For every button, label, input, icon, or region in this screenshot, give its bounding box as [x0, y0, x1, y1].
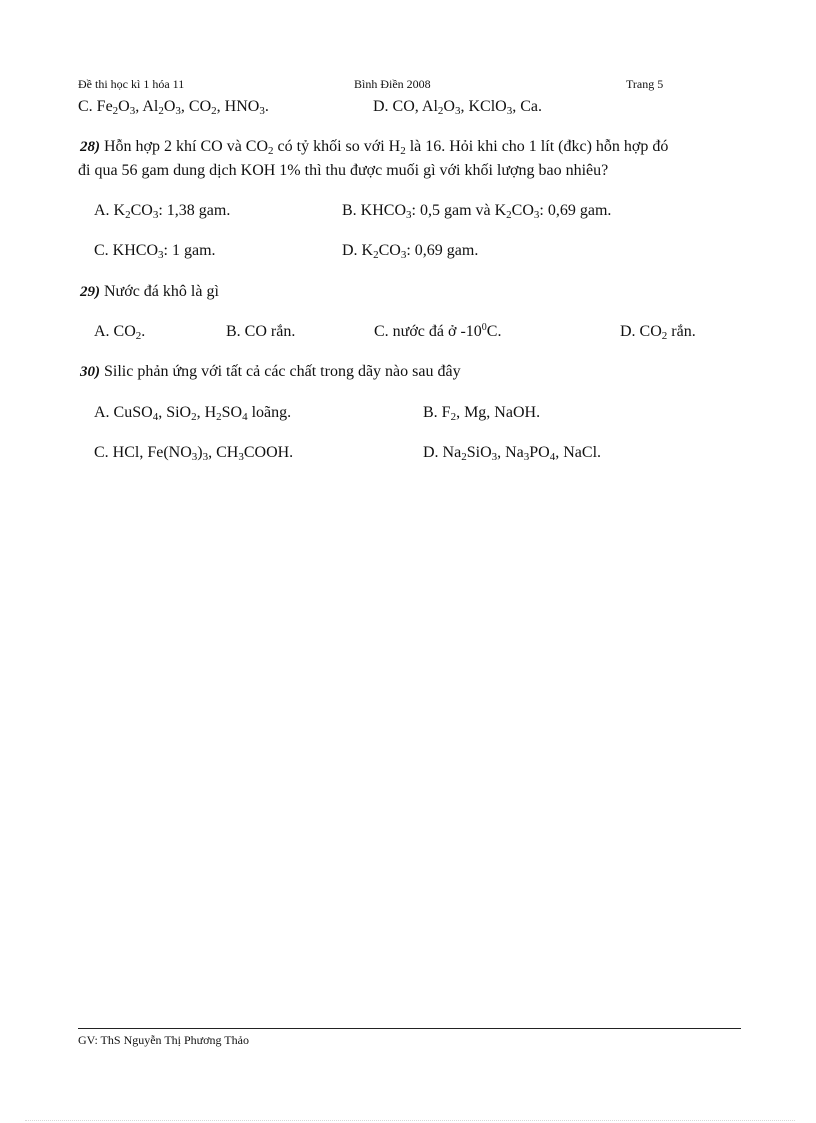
- header-left: Đề thi học kì 1 hóa 11: [78, 77, 185, 91]
- question-text: Hỗn hợp 2 khí CO và $CO_2$ có tỷ khối so với $H_2$ là 16. Hỏi khi cho 1 lít (đkc) hỗn hợp đó: [104, 138, 669, 157]
- question-number: 28): [80, 139, 100, 155]
- prev-option-c: C. $Fe_2O_3$, $Al_2O_3$, $CO_2$, $HNO_3$.: [78, 98, 269, 117]
- question-30: [80, 362, 461, 382]
- footer-teacher: GV: ThS Nguyễn Thị Phương Thảo: [78, 1033, 249, 1047]
- header-center: Bình Điền 2008: [354, 77, 431, 91]
- q30-option-b: B. $F_2$, Mg, NaOH.: [423, 404, 541, 423]
- q29-option-c: C. nước đá ở $-10^0C$.: [374, 322, 502, 340]
- q28-option-a: A. $K_2CO_3$: 1,38 gam.: [94, 202, 231, 221]
- prev-option-d: D. CO, $Al_2O_3$, KClO$_3$, Ca.: [373, 98, 542, 117]
- page-edge: [25, 1120, 795, 1121]
- q29-option-a: A. $CO_2$.: [94, 323, 146, 342]
- q28-option-c: C. $KHCO_3$: 1 gam.: [94, 242, 216, 261]
- q28-option-b: B. $KHCO_3$: 0,5 gam và $K_2CO_3$: 0,69 gam.: [342, 202, 612, 221]
- q30-option-a: A. CuSO$_4$, SiO$_2$, $H_2SO_4$ loãng.: [94, 404, 292, 423]
- q29-option-d: D. $CO_2$ rắn.: [620, 323, 696, 342]
- q30-option-c: C. HCl, $Fe(NO_3)_3$, $CH_3COOH$.: [94, 444, 294, 463]
- question-28: [80, 137, 668, 157]
- footer-divider: [78, 1028, 741, 1029]
- q28-option-d: D. $K_2CO_3$: 0,69 gam.: [342, 242, 479, 261]
- question-28-line2: đi qua 56 gam dung dịch KOH 1% thì thu được muối gì với khối lượng bao nhiêu?: [78, 162, 609, 179]
- q29-option-b: B. CO rắn.: [226, 323, 296, 340]
- question-29: [80, 282, 219, 302]
- question-number: 29): [80, 284, 100, 300]
- header-right: Trang 5: [626, 77, 664, 91]
- question-text: Nước đá khô là gì: [104, 283, 219, 300]
- question-number: 30): [80, 364, 100, 380]
- q30-option-d: D. $Na_2SiO_3$, $Na_3PO_4$, NaCl.: [423, 444, 602, 463]
- question-text: Silic phản ứng với tất cả các chất trong dãy nào sau đây: [104, 363, 461, 380]
